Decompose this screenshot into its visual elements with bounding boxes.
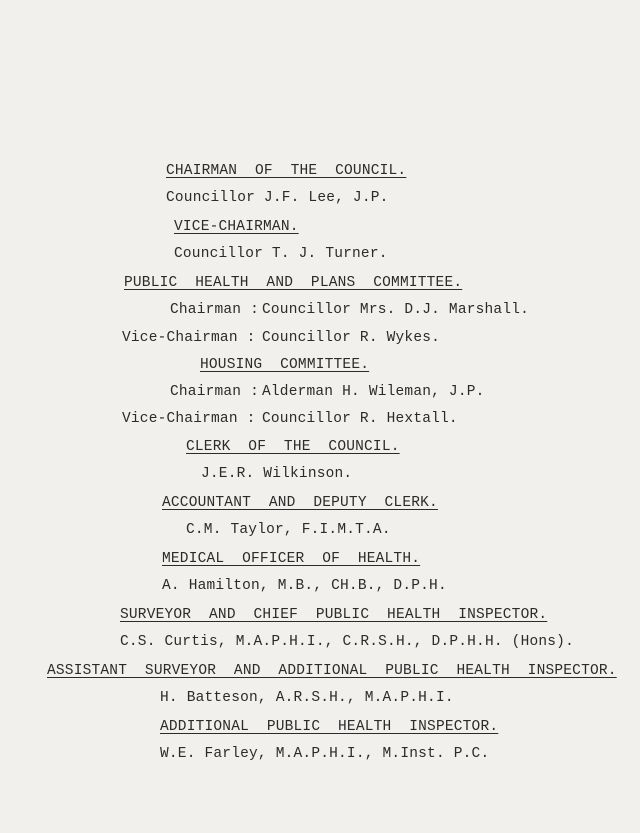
heading-vice-chairman: VICE-CHAIRMAN.	[174, 219, 299, 235]
hc-vice-chairman-role: Vice-Chairman :	[122, 411, 256, 427]
assistant-surveyor-name: H. Batteson, A.R.S.H., M.A.P.H.I.	[160, 690, 454, 706]
phc-chairman-name: Councillor Mrs. D.J. Marshall.	[262, 302, 530, 318]
heading-public-health-committee: PUBLIC HEALTH AND PLANS COMMITTEE.	[124, 275, 463, 291]
heading-medical-officer: MEDICAL OFFICER OF HEALTH.	[162, 551, 421, 567]
medical-officer-name: A. Hamilton, M.B., CH.B., D.P.H.	[162, 578, 447, 594]
phc-vice-chairman-role: Vice-Chairman :	[122, 330, 256, 346]
heading-surveyor: SURVEYOR AND CHIEF PUBLIC HEALTH INSPECTOR.	[120, 607, 548, 623]
phc-chairman-role: Chairman :	[170, 302, 260, 318]
phc-vice-chairman-name: Councillor R. Wykes.	[262, 330, 441, 346]
heading-additional-inspector: ADDITIONAL PUBLIC HEALTH INSPECTOR.	[160, 719, 499, 735]
heading-chairman: CHAIRMAN OF THE COUNCIL.	[166, 163, 407, 179]
vice-chairman-name: Councillor T. J. Turner.	[174, 246, 388, 262]
hc-chairman-role: Chairman :	[170, 384, 260, 400]
heading-housing-committee: HOUSING COMMITTEE.	[200, 357, 370, 373]
surveyor-name: C.S. Curtis, M.A.P.H.I., C.R.S.H., D.P.H.H. (Hons).	[120, 634, 574, 650]
hc-chairman-name: Alderman H. Wileman, J.P.	[262, 384, 485, 400]
heading-assistant-surveyor: ASSISTANT SURVEYOR AND ADDITIONAL PUBLIC HEALTH INSPECTOR.	[47, 663, 617, 679]
chairman-name: Councillor J.F. Lee, J.P.	[166, 190, 389, 206]
accountant-name: C.M. Taylor, F.I.M.T.A.	[186, 522, 391, 538]
clerk-name: J.E.R. Wilkinson.	[201, 466, 353, 482]
heading-accountant: ACCOUNTANT AND DEPUTY CLERK.	[162, 495, 438, 511]
additional-inspector-name: W.E. Farley, M.A.P.H.I., M.Inst. P.C.	[160, 746, 490, 762]
hc-vice-chairman-name: Councillor R. Hextall.	[262, 411, 458, 427]
heading-clerk: CLERK OF THE COUNCIL.	[186, 439, 400, 455]
